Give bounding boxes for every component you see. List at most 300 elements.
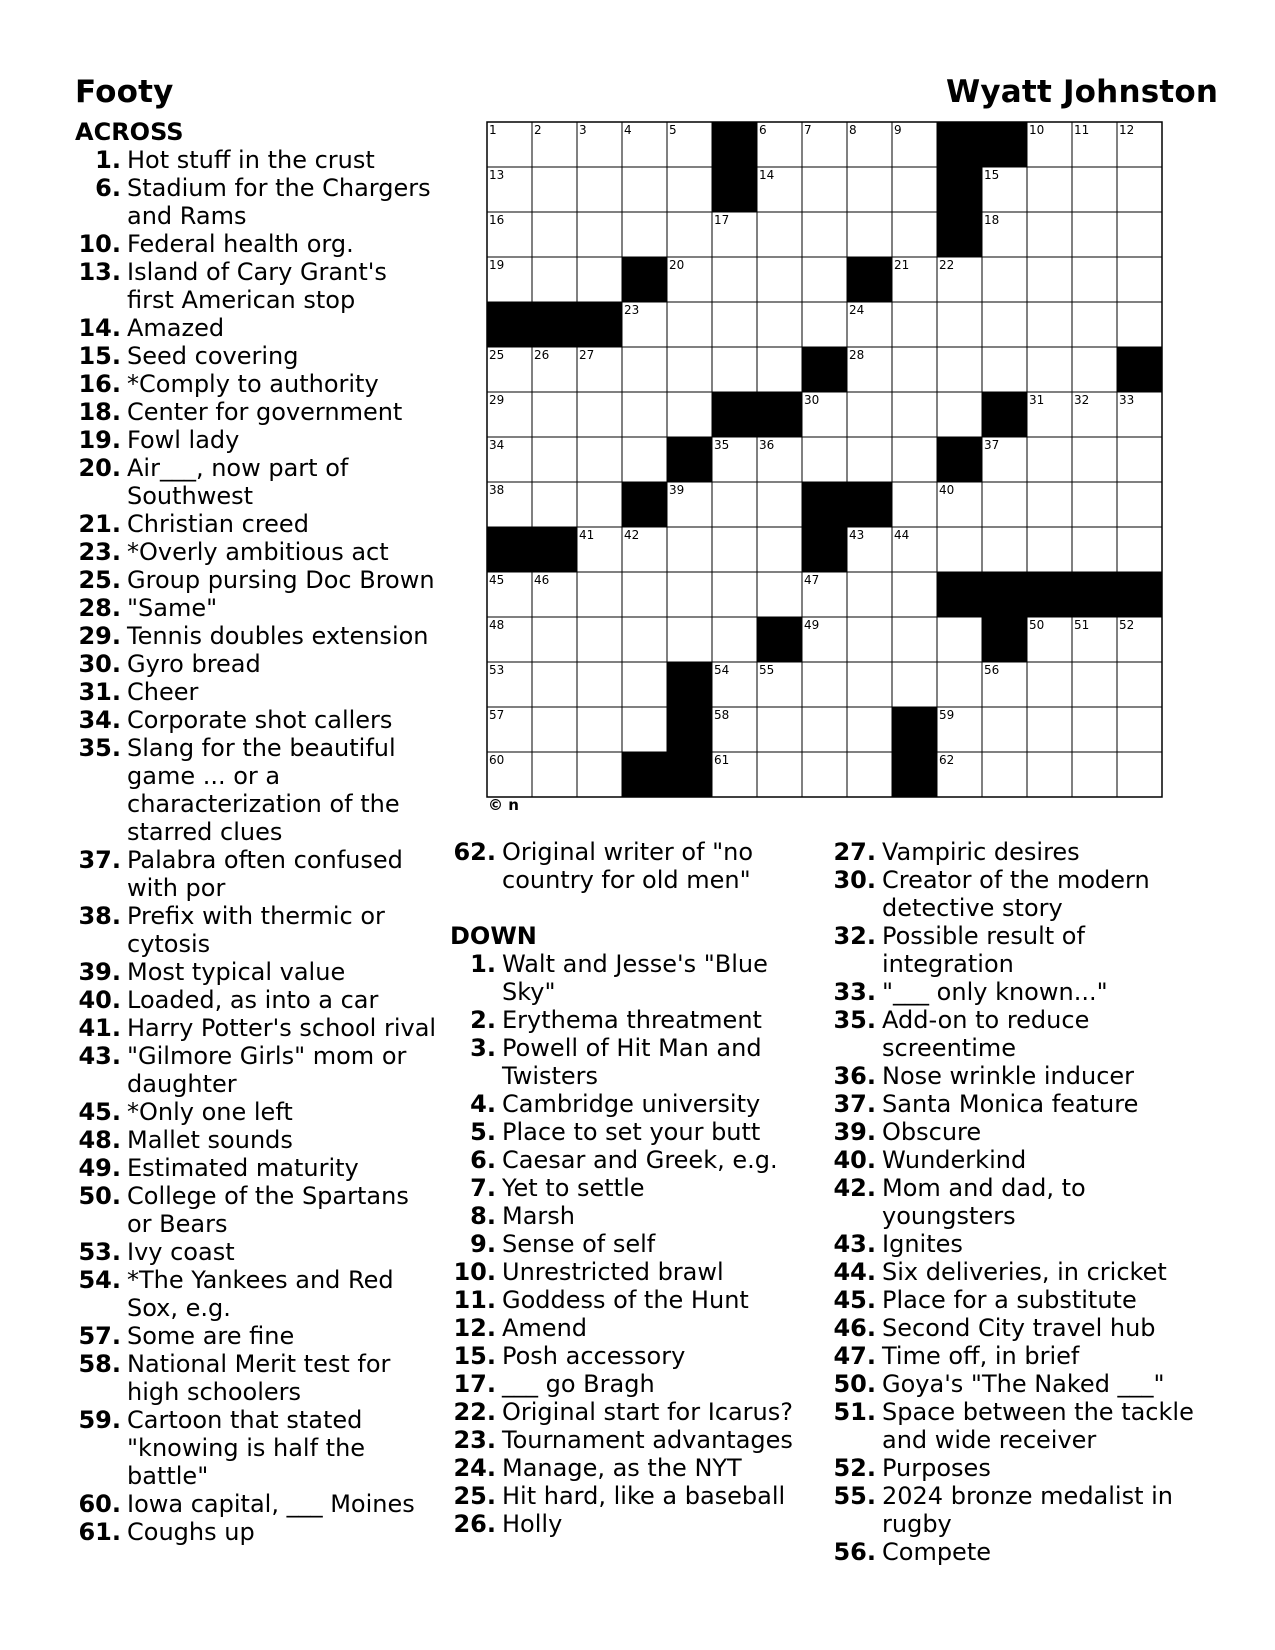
clue-text: Federal health org.	[127, 230, 354, 258]
grid-cell[interactable]	[622, 707, 667, 752]
clue-item[interactable]	[450, 1258, 805, 1286]
clue-item[interactable]	[830, 838, 1220, 866]
clue-item[interactable]	[75, 454, 437, 510]
copyright-notice: © n	[488, 796, 519, 814]
grid-block	[802, 482, 847, 527]
clue-item[interactable]	[75, 1406, 437, 1490]
grid-cell[interactable]	[937, 347, 982, 392]
cell-number: 58	[714, 708, 730, 722]
clue-item[interactable]	[830, 1286, 1220, 1314]
clue-number: 32.	[833, 922, 876, 950]
clue-item[interactable]	[450, 1314, 805, 1342]
clue-item[interactable]	[450, 1202, 805, 1230]
grid-cell[interactable]	[1027, 662, 1072, 707]
grid-cell[interactable]	[847, 662, 892, 707]
clue-number: 62.	[453, 838, 496, 866]
grid-cell[interactable]	[892, 212, 937, 257]
grid-cell[interactable]	[577, 167, 622, 212]
clue-number: 8.	[470, 1202, 496, 1230]
clue-item[interactable]	[75, 314, 437, 342]
grid-cell[interactable]	[937, 302, 982, 347]
clue-item[interactable]	[75, 622, 437, 650]
grid-cell[interactable]	[667, 347, 712, 392]
grid-cell[interactable]	[892, 167, 937, 212]
clue-number: 23.	[78, 538, 121, 566]
clue-item[interactable]	[75, 706, 437, 734]
clue-number: 39.	[78, 958, 121, 986]
grid-block	[532, 527, 577, 572]
cell-number: 6	[759, 123, 767, 137]
grid-block	[667, 662, 712, 707]
clue-number: 22.	[453, 1398, 496, 1426]
grid-cell[interactable]	[757, 347, 802, 392]
clue-number: 55.	[833, 1482, 876, 1510]
grid-cell[interactable]	[577, 662, 622, 707]
cell-number: 11	[1074, 123, 1090, 137]
clue-text: Space between the tackle and wide receiver	[882, 1398, 1194, 1454]
clue-number: 24.	[453, 1454, 496, 1482]
grid-cell[interactable]	[712, 347, 757, 392]
clue-text: Air___, now part of Southwest	[127, 454, 349, 510]
clue-text: Cheer	[127, 678, 199, 706]
grid-cell[interactable]	[757, 572, 802, 617]
clue-item[interactable]	[450, 1006, 805, 1034]
clue-text: Manage, as the NYT	[502, 1454, 742, 1482]
grid-cell[interactable]	[757, 527, 802, 572]
grid-cell[interactable]	[1072, 212, 1117, 257]
clue-item[interactable]	[450, 1118, 805, 1146]
clue-item[interactable]	[75, 230, 437, 258]
grid-block	[937, 167, 982, 212]
clue-text: Tennis doubles extension	[127, 622, 429, 650]
clue-item[interactable]	[75, 650, 437, 678]
across-heading: ACROSS	[75, 118, 184, 146]
grid-cell[interactable]	[577, 212, 622, 257]
clue-number: 26.	[453, 1510, 496, 1538]
down-clue-list	[450, 950, 805, 1538]
cell-number: 5	[669, 123, 677, 137]
grid-cell[interactable]	[667, 302, 712, 347]
clue-item[interactable]	[830, 1006, 1220, 1062]
cell-number: 49	[804, 618, 820, 632]
cell-number: 50	[1029, 618, 1045, 632]
grid-cell[interactable]	[532, 662, 577, 707]
clue-item[interactable]	[450, 1342, 805, 1370]
grid-cell[interactable]	[982, 752, 1027, 797]
grid-cell[interactable]	[847, 212, 892, 257]
clue-text: Marsh	[502, 1202, 575, 1230]
grid-cell[interactable]	[1027, 707, 1072, 752]
clue-item[interactable]	[75, 426, 437, 454]
grid-cell[interactable]	[892, 662, 937, 707]
clue-number: 48.	[78, 1126, 121, 1154]
grid-cell[interactable]	[532, 617, 577, 662]
cell-number: 34	[489, 438, 505, 452]
grid-block	[712, 167, 757, 212]
grid-cell[interactable]	[757, 482, 802, 527]
clue-number: 35.	[833, 1006, 876, 1034]
grid-cell[interactable]	[712, 527, 757, 572]
grid-cell[interactable]	[1072, 167, 1117, 212]
clue-item[interactable]	[830, 1174, 1220, 1230]
cell-number: 61	[714, 753, 730, 767]
grid-cell[interactable]	[802, 167, 847, 212]
clue-text: Amend	[502, 1314, 588, 1342]
grid-cell[interactable]	[1027, 347, 1072, 392]
grid-cell[interactable]	[667, 392, 712, 437]
grid-cell[interactable]	[847, 572, 892, 617]
clue-text: Place to set your butt	[502, 1118, 761, 1146]
clue-item[interactable]	[75, 1042, 437, 1098]
grid-cell[interactable]	[982, 707, 1027, 752]
clue-number: 61.	[78, 1518, 121, 1546]
grid-cell[interactable]	[577, 392, 622, 437]
grid-cell[interactable]	[982, 347, 1027, 392]
grid-cell[interactable]	[1072, 482, 1117, 527]
grid-cell[interactable]	[667, 527, 712, 572]
grid-cell[interactable]	[982, 257, 1027, 302]
grid-cell[interactable]	[892, 392, 937, 437]
clue-text: *The Yankees and Red Sox, e.g.	[127, 1266, 394, 1322]
clue-item[interactable]	[830, 1118, 1220, 1146]
clue-number: 58.	[78, 1350, 121, 1378]
clue-item[interactable]	[830, 1538, 1220, 1566]
grid-cell[interactable]	[1072, 257, 1117, 302]
clue-number: 6.	[95, 174, 121, 202]
grid-cell[interactable]	[1027, 212, 1072, 257]
grid-cell[interactable]	[1072, 707, 1117, 752]
clue-item[interactable]	[830, 978, 1220, 1006]
grid-cell[interactable]	[1072, 527, 1117, 572]
clue-item[interactable]	[75, 1322, 437, 1350]
cell-number: 30	[804, 393, 820, 407]
grid-cell[interactable]	[577, 437, 622, 482]
grid-cell[interactable]	[1117, 302, 1162, 347]
clue-number: 40.	[78, 986, 121, 1014]
clue-text: Holly	[502, 1510, 563, 1538]
clue-item[interactable]	[450, 838, 805, 894]
clue-item[interactable]	[830, 1454, 1220, 1482]
grid-cell[interactable]	[712, 302, 757, 347]
clue-number: 10.	[78, 230, 121, 258]
clue-number: 5.	[470, 1118, 496, 1146]
grid-cell[interactable]	[982, 302, 1027, 347]
clue-item[interactable]	[75, 1182, 437, 1238]
grid-cell[interactable]	[892, 482, 937, 527]
clue-text: Santa Monica feature	[882, 1090, 1139, 1118]
clue-item[interactable]	[75, 678, 437, 706]
grid-cell[interactable]	[1117, 527, 1162, 572]
crossword-grid[interactable]	[487, 122, 1162, 797]
clue-item[interactable]	[830, 1146, 1220, 1174]
grid-cell[interactable]	[1117, 212, 1162, 257]
clue-item[interactable]	[450, 1426, 805, 1454]
grid-cell[interactable]	[1027, 302, 1072, 347]
grid-cell[interactable]	[892, 347, 937, 392]
grid-cell[interactable]	[802, 257, 847, 302]
grid-cell[interactable]	[712, 617, 757, 662]
grid-cell[interactable]	[847, 392, 892, 437]
clue-item[interactable]	[75, 1518, 437, 1546]
grid-cell[interactable]	[1072, 302, 1117, 347]
clue-item[interactable]	[75, 174, 437, 230]
grid-cell[interactable]	[712, 257, 757, 302]
cell-number: 9	[894, 123, 902, 137]
clue-item[interactable]	[75, 1266, 437, 1322]
grid-cell[interactable]	[577, 752, 622, 797]
cell-number: 39	[669, 483, 685, 497]
grid-cell[interactable]	[1027, 527, 1072, 572]
grid-cell[interactable]	[892, 302, 937, 347]
clue-item[interactable]	[75, 342, 437, 370]
puzzle-title: Footy	[75, 74, 174, 110]
grid-cell[interactable]	[757, 752, 802, 797]
clue-item[interactable]	[830, 1342, 1220, 1370]
grid-cell[interactable]	[667, 617, 712, 662]
clue-text: National Merit test for high schoolers	[127, 1350, 391, 1406]
grid-cell[interactable]	[532, 752, 577, 797]
grid-cell[interactable]	[847, 707, 892, 752]
grid-cell[interactable]	[532, 257, 577, 302]
puzzle-author: Wyatt Johnston	[946, 74, 1219, 110]
grid-cell[interactable]	[1027, 752, 1072, 797]
grid-cell[interactable]	[1027, 437, 1072, 482]
clue-item[interactable]	[450, 1482, 805, 1510]
grid-cell[interactable]	[667, 572, 712, 617]
clue-text: *Comply to authority	[127, 370, 379, 398]
grid-cell[interactable]	[577, 257, 622, 302]
clue-number: 47.	[833, 1342, 876, 1370]
clue-number: 49.	[78, 1154, 121, 1182]
clue-item[interactable]	[75, 1126, 437, 1154]
clue-item[interactable]	[830, 866, 1220, 922]
grid-cell[interactable]	[757, 257, 802, 302]
clue-item[interactable]	[75, 986, 437, 1014]
grid-cell[interactable]	[937, 392, 982, 437]
clue-item[interactable]	[830, 1062, 1220, 1090]
clue-item[interactable]	[75, 846, 437, 902]
down-clue-list-continued	[830, 838, 1220, 1566]
clue-number: 21.	[78, 510, 121, 538]
grid-cell[interactable]	[667, 212, 712, 257]
grid-block	[1027, 572, 1072, 617]
clue-item[interactable]	[450, 1174, 805, 1202]
grid-cell[interactable]	[1117, 437, 1162, 482]
clue-number: 43.	[833, 1230, 876, 1258]
grid-cell[interactable]	[937, 527, 982, 572]
clue-text: Coughs up	[127, 1518, 255, 1546]
grid-block	[712, 122, 757, 167]
grid-cell[interactable]	[622, 167, 667, 212]
clue-item[interactable]	[450, 1034, 805, 1090]
grid-cell[interactable]	[622, 212, 667, 257]
grid-cell[interactable]	[1117, 662, 1162, 707]
grid-cell[interactable]	[802, 752, 847, 797]
grid-cell[interactable]	[1072, 752, 1117, 797]
clue-item[interactable]	[75, 1014, 437, 1042]
across-clue-list	[75, 146, 437, 1546]
grid-cell[interactable]	[622, 437, 667, 482]
grid-cell[interactable]	[532, 437, 577, 482]
clue-number: 15.	[453, 1342, 496, 1370]
clue-item[interactable]	[75, 146, 437, 174]
grid-cell[interactable]	[622, 617, 667, 662]
clue-text: Ivy coast	[127, 1238, 235, 1266]
clue-item[interactable]	[75, 1154, 437, 1182]
clue-item[interactable]	[830, 1398, 1220, 1454]
clue-item[interactable]	[75, 398, 437, 426]
clue-item[interactable]	[830, 922, 1220, 978]
grid-cell[interactable]	[577, 482, 622, 527]
grid-cell[interactable]	[622, 392, 667, 437]
clue-item[interactable]	[75, 902, 437, 958]
cell-number: 26	[534, 348, 550, 362]
clue-text: Center for government	[127, 398, 403, 426]
grid-cell[interactable]	[1027, 257, 1072, 302]
clue-text: "Gilmore Girls" mom or daughter	[127, 1042, 407, 1098]
cell-number: 41	[579, 528, 595, 542]
grid-cell[interactable]	[847, 437, 892, 482]
grid-cell[interactable]	[847, 167, 892, 212]
grid-canvas[interactable]	[487, 122, 1162, 797]
clue-number: 37.	[78, 846, 121, 874]
grid-cell[interactable]	[712, 482, 757, 527]
grid-cell[interactable]	[622, 347, 667, 392]
clue-item[interactable]	[450, 1398, 805, 1426]
clue-item[interactable]	[450, 1454, 805, 1482]
cell-number: 8	[849, 123, 857, 137]
grid-cell[interactable]	[892, 617, 937, 662]
clue-item[interactable]	[450, 950, 805, 1006]
grid-cell[interactable]	[1117, 752, 1162, 797]
clue-number: 45.	[833, 1286, 876, 1314]
grid-cell[interactable]	[892, 572, 937, 617]
grid-cell[interactable]	[757, 212, 802, 257]
grid-cell[interactable]	[532, 392, 577, 437]
cell-number: 52	[1119, 618, 1135, 632]
clue-item[interactable]	[75, 510, 437, 538]
clue-number: 2.	[470, 1006, 496, 1034]
grid-cell[interactable]	[937, 617, 982, 662]
grid-cell[interactable]	[1117, 482, 1162, 527]
cell-number: 33	[1119, 393, 1135, 407]
cell-number: 12	[1119, 123, 1135, 137]
cell-number: 37	[984, 438, 1000, 452]
grid-cell[interactable]	[1117, 167, 1162, 212]
grid-cell[interactable]	[532, 482, 577, 527]
grid-cell[interactable]	[847, 617, 892, 662]
clue-number: 7.	[470, 1174, 496, 1202]
clue-item[interactable]	[75, 370, 437, 398]
clue-text: Goya's "The Naked ___"	[882, 1370, 1165, 1398]
grid-cell[interactable]	[532, 707, 577, 752]
cell-number: 59	[939, 708, 955, 722]
clue-item[interactable]	[830, 1230, 1220, 1258]
clue-text: Six deliveries, in cricket	[882, 1258, 1167, 1286]
clue-item[interactable]	[450, 1146, 805, 1174]
clue-item[interactable]	[450, 1286, 805, 1314]
grid-cell[interactable]	[577, 572, 622, 617]
clue-item[interactable]	[75, 594, 437, 622]
clue-item[interactable]	[830, 1258, 1220, 1286]
clue-item[interactable]	[450, 1090, 805, 1118]
grid-cell[interactable]	[1072, 347, 1117, 392]
grid-cell[interactable]	[577, 617, 622, 662]
clue-item[interactable]	[75, 734, 437, 846]
grid-cell[interactable]	[757, 302, 802, 347]
grid-cell[interactable]	[577, 707, 622, 752]
cell-number: 7	[804, 123, 812, 137]
clue-text: Mom and dad, to youngsters	[882, 1174, 1086, 1230]
grid-cell[interactable]	[892, 437, 937, 482]
grid-cell[interactable]	[847, 752, 892, 797]
clue-item[interactable]	[75, 566, 437, 594]
clue-item[interactable]	[75, 258, 437, 314]
grid-block	[847, 257, 892, 302]
clue-text: Cambridge university	[502, 1090, 761, 1118]
grid-cell[interactable]	[802, 302, 847, 347]
grid-cell[interactable]	[937, 662, 982, 707]
clue-item[interactable]	[75, 538, 437, 566]
grid-cell[interactable]	[1072, 437, 1117, 482]
grid-block	[577, 302, 622, 347]
grid-cell[interactable]	[802, 212, 847, 257]
clue-item[interactable]	[830, 1370, 1220, 1398]
grid-cell[interactable]	[1072, 662, 1117, 707]
clue-item[interactable]	[450, 1510, 805, 1538]
clue-item[interactable]	[75, 1490, 437, 1518]
grid-cell[interactable]	[757, 707, 802, 752]
clue-number: 50.	[78, 1182, 121, 1210]
grid-cell[interactable]	[1117, 707, 1162, 752]
grid-cell[interactable]	[667, 167, 712, 212]
grid-cell[interactable]	[802, 437, 847, 482]
grid-cell[interactable]	[982, 527, 1027, 572]
clue-text: Mallet sounds	[127, 1126, 293, 1154]
clue-number: 9.	[470, 1230, 496, 1258]
grid-cell[interactable]	[802, 662, 847, 707]
clue-text: Posh accessory	[502, 1342, 686, 1370]
clue-item[interactable]	[830, 1090, 1220, 1118]
clue-item[interactable]	[75, 1098, 437, 1126]
grid-cell[interactable]	[1117, 257, 1162, 302]
grid-cell[interactable]	[622, 662, 667, 707]
clue-item[interactable]	[75, 1238, 437, 1266]
clue-text: Seed covering	[127, 342, 299, 370]
clue-item[interactable]	[830, 1314, 1220, 1342]
cell-number: 47	[804, 573, 820, 587]
clue-text: Purposes	[882, 1454, 991, 1482]
grid-block	[1072, 572, 1117, 617]
grid-cell[interactable]	[982, 482, 1027, 527]
clue-item[interactable]	[450, 1230, 805, 1258]
clue-number: 16.	[78, 370, 121, 398]
grid-cell[interactable]	[712, 572, 757, 617]
grid-cell[interactable]	[532, 167, 577, 212]
clue-item[interactable]	[450, 1370, 805, 1398]
grid-cell[interactable]	[1027, 167, 1072, 212]
clue-text: Erythema threatment	[502, 1006, 762, 1034]
clue-item[interactable]	[75, 1350, 437, 1406]
clue-number: 30.	[833, 866, 876, 894]
grid-cell[interactable]	[802, 707, 847, 752]
grid-block	[892, 752, 937, 797]
clue-item[interactable]	[830, 1482, 1220, 1538]
clue-item[interactable]	[75, 958, 437, 986]
grid-cell[interactable]	[1027, 482, 1072, 527]
grid-cell[interactable]	[532, 212, 577, 257]
grid-cell[interactable]	[622, 572, 667, 617]
